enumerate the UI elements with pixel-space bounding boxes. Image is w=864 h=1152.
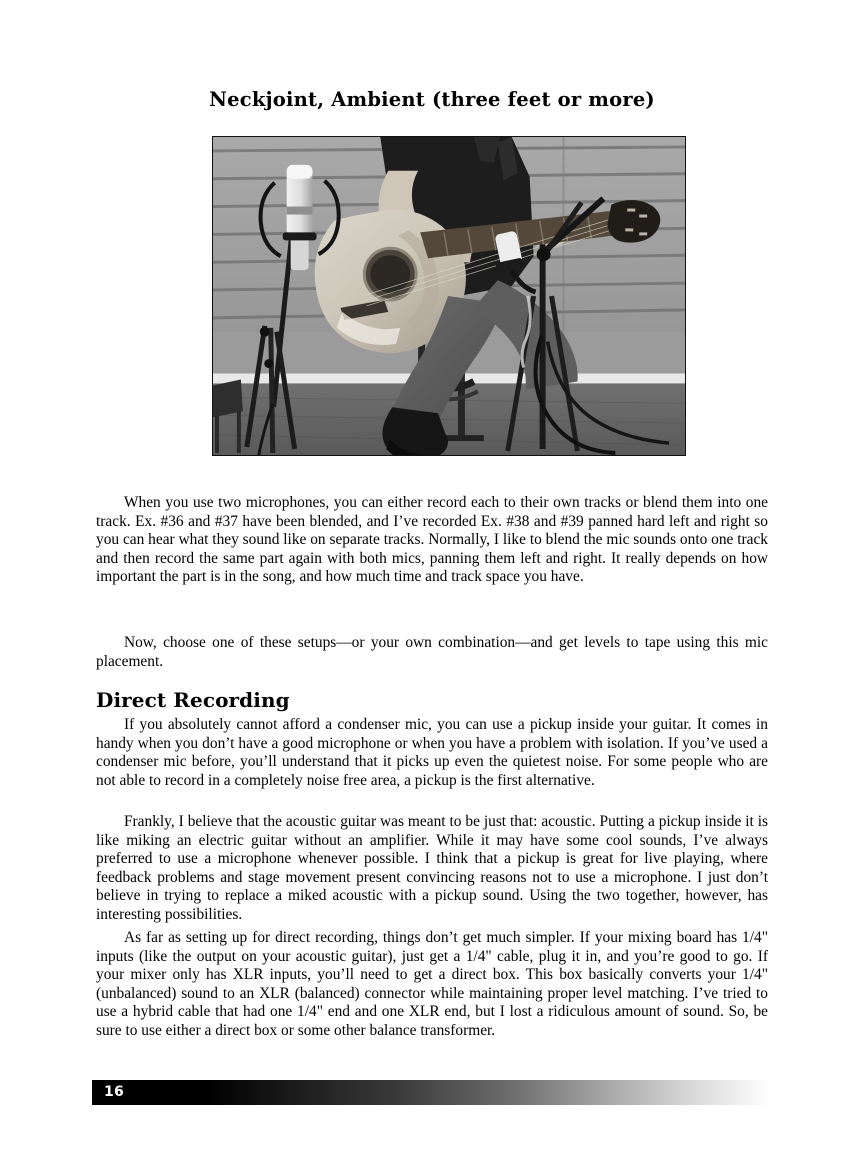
section-heading-direct-recording: Direct Recording [96,688,290,712]
paragraph-text: When you use two microphones, you can either record each to their own tracks or blend them into one track. Ex. #36 and #37 have been blended, and I’ve recorded Ex. #38 and #39 panned hard left and right so you can hear what they sound like on separate tracks. Normally, I like to blend the mic sounds onto one track and then record the same part again with both mics, panning them left and right. It really depends on how important the part is in the song, and how much time and track space you have. [96,494,768,586]
paragraph-text: If you absolutely cannot afford a condenser mic, you can use a pickup inside your guitar. It comes in handy when you don’t have a good microphone or when you have a problem with isolation. If you’ve used a condenser mic before, you’ll understand that it picks up even the quietest noise. For some people who are not able to record in a completely noise free area, a pickup is the first alternative. [96,716,768,789]
paragraph-text: Frankly, I believe that the acoustic guitar was meant to be just that: acoustic. Putting a pickup inside it is like miking an electric guitar without an amplifier. While it may have some cool sounds, I’ve always preferred to use a microphone whenever possible. I think that a pickup is great for live playing, where feedback problems and stage movement present convincing reasons not to use a microphone. I just don’t believe in trying to replace a miked acoustic with a pickup sound. Using the two together, however, has interesting possibilities. [96,813,768,923]
page-title: Neckjoint, Ambient (three feet or more) [209,88,655,111]
paragraph-microphone-blending [96,494,768,587]
paragraph-text: Now, choose one of these setups—or your own combination—and get levels to tape using this mic placement. [96,634,768,670]
paragraph-acoustic-opinion [96,813,768,924]
page-number: 16 [104,1084,125,1100]
photo-illustration [213,137,685,455]
studio-guitarist-photo [212,136,686,456]
footer-gradient-bar [92,1080,772,1105]
paragraph-choose-setup [96,634,768,671]
paragraph-pickup-alternative [96,716,768,790]
paragraph-direct-box-setup [96,929,768,1040]
paragraph-text: As far as setting up for direct recording, things don’t get much simpler. If your mixing board has 1/4" inputs (like the output on your acoustic guitar), just get a 1/4" cable, plug it in, and you’re good to go. If your mixer only has XLR inputs, you’ll need to get a direct box. This box basically converts your 1/4" (unbalanced) sound to an XLR (balanced) connector while maintaining proper level matching. I’ve tried to use a hybrid cable that had one 1/4" end and one XLR end, but I lost a ridiculous amount of sound. So, be sure to use either a direct box or some other balance transformer. [96,929,768,1039]
